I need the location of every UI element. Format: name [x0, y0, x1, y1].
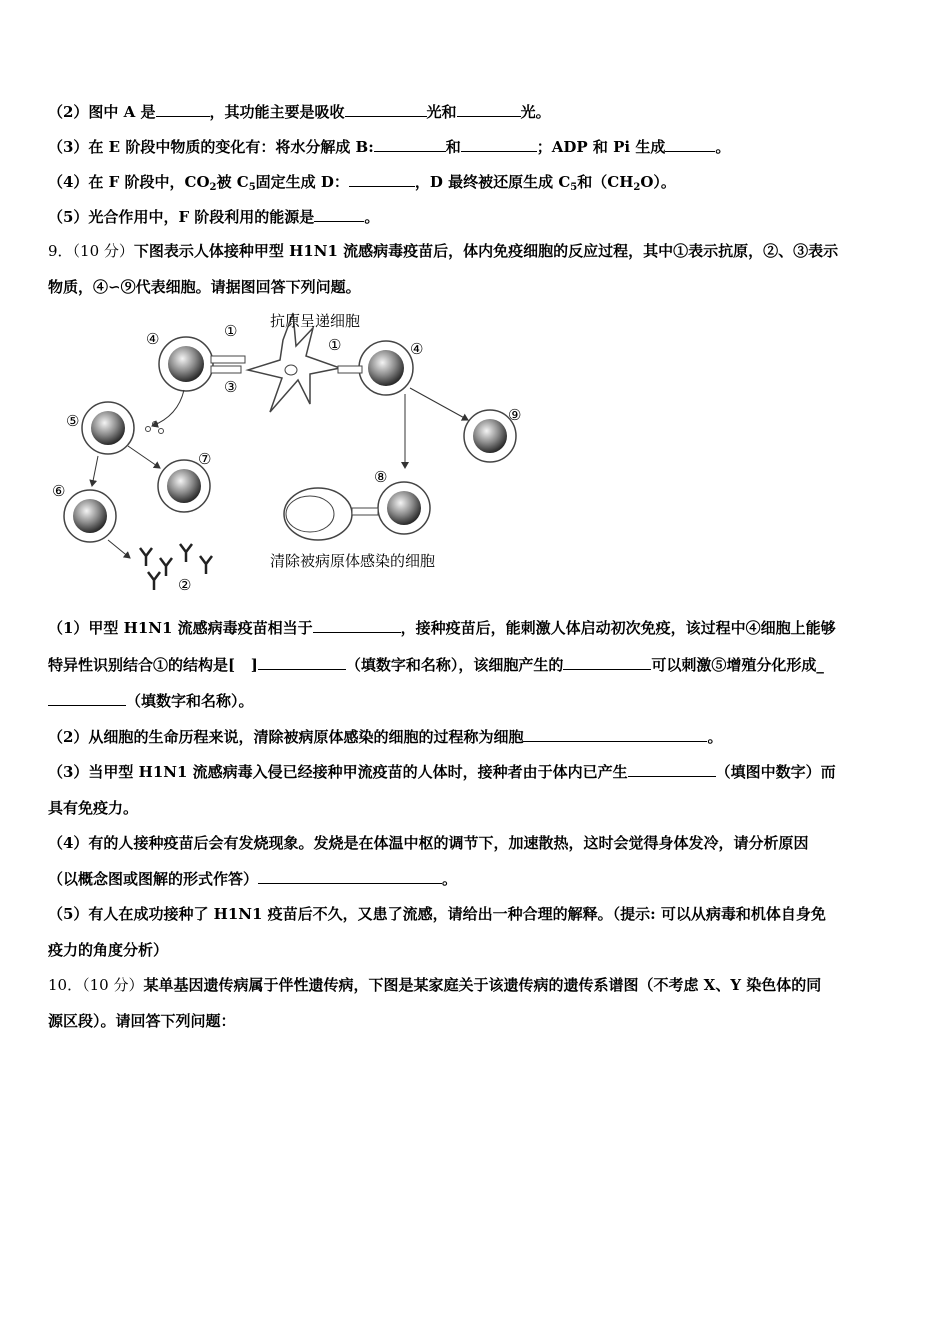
question-number: 9．（10 分）	[48, 242, 134, 260]
q10-intro-line2: 源区段）。请回答下列问题：	[48, 1012, 236, 1030]
q9-sub3-line2: 具有免疫力。	[48, 799, 139, 817]
antibodies	[140, 544, 212, 590]
q9-intro-line2: 物质，④∽⑨代表细胞。请据图回答下列问题。	[48, 278, 361, 296]
q8-part4: （4）在 F 阶段中，$CO_2$被 $C_5$固定生成 D： ，D 最终被还原生成 $C_5$和$(CH_2O)$。	[48, 173, 676, 193]
answer-blank[interactable]	[523, 727, 707, 742]
svg-text:⑨: ⑨	[508, 406, 522, 424]
answer-blank[interactable]	[461, 137, 537, 152]
answer-blank[interactable]	[665, 137, 715, 152]
q8-part2: （2）图中 A 是 ，其功能主要是吸收 光和 光。	[48, 103, 551, 121]
immune-response-diagram	[48, 308, 548, 598]
q9-sub1-line1: （1）甲型 H1N1 流感病毒疫苗相当于 ，接种疫苗后，能刺激人体启动初次免疫，该过程中④细胞上能够	[48, 619, 836, 637]
q10-intro-line1: 10．（10 分）某单基因遗传病属于伴性遗传病，下图是某家庭关于该遗传病的遗传系谱图（不考虑 X、Y 染色体的同	[48, 976, 822, 994]
q9-sub4-line2: （以概念图或图解的形式作答） 。	[48, 870, 458, 888]
answer-blank[interactable]	[563, 655, 651, 670]
answer-blank[interactable]	[313, 618, 401, 633]
answer-blank[interactable]	[156, 102, 210, 117]
svg-text:④: ④	[146, 330, 160, 348]
svg-text:⑧: ⑧	[374, 468, 388, 486]
answer-blank[interactable]	[48, 691, 126, 706]
svg-text:①: ①	[224, 322, 238, 340]
answer-blank[interactable]	[345, 102, 427, 117]
q9-sub1-line3: （填数字和名称）。	[48, 691, 910, 711]
q8-part3: （3）在 E 阶段中物质的变化有：将水分解成 B: 和 ；ADP 和 Pi 生成 。	[48, 138, 731, 156]
q9-sub5-line1: （5）有人在成功接种了 H1N1 疫苗后不久，又患了流感，请给出一种合理的解释。（提示: 可以从病毒和机体自身免	[48, 905, 826, 923]
svg-text:⑥: ⑥	[52, 482, 66, 500]
answer-blank[interactable]	[258, 655, 346, 670]
svg-text:④: ④	[410, 340, 424, 358]
svg-text:⑤: ⑤	[66, 412, 80, 430]
answer-blank[interactable]	[374, 137, 446, 152]
q9-intro-line1: 9．（10 分）下图表示人体接种甲型 H1N1 流感病毒疫苗后，体内免疫细胞的反应过程，其中①表示抗原，②、③表示	[48, 242, 839, 260]
svg-text:②: ②	[178, 576, 192, 594]
q8-part5: （5）光合作用中，F 阶段利用的能源是 。	[48, 208, 380, 226]
q9-sub4-line1: （4）有的人接种疫苗后会有发烧现象。发烧是在体温中枢的调节下，加速散热，这时会觉得身体发冷，请分析原因	[48, 834, 809, 852]
svg-text:⑦: ⑦	[198, 450, 212, 468]
svg-text:①: ①	[328, 336, 342, 354]
figure-caption: 清除被病原体感染的细胞	[270, 552, 436, 570]
q9-sub3-line1: （3）当甲型 H1N1 流感病毒入侵已经接种甲流疫苗的人体时，接种者由于体内已产生 （填图中数字）而	[48, 763, 836, 781]
apc-label: 抗原呈递细胞	[270, 312, 361, 330]
q9-sub2: （2）从细胞的生命历程来说，清除被病原体感染的细胞的过程称为细胞 。	[48, 728, 723, 746]
q9-sub1-line2: 特异性识别结合①的结构是[ ] （填数字和名称），该细胞产生的 可以刺激⑤增殖分化形成_	[48, 656, 824, 674]
answer-blank[interactable]	[314, 207, 364, 222]
answer-blank[interactable]	[457, 102, 521, 117]
answer-blank[interactable]	[628, 762, 716, 777]
q9-sub5-line2: 疫力的角度分析）	[48, 941, 169, 959]
question-number: 10．（10 分）	[48, 976, 144, 994]
svg-text:③: ③	[224, 378, 238, 396]
answer-blank[interactable]	[258, 869, 442, 884]
answer-blank[interactable]	[349, 172, 415, 187]
